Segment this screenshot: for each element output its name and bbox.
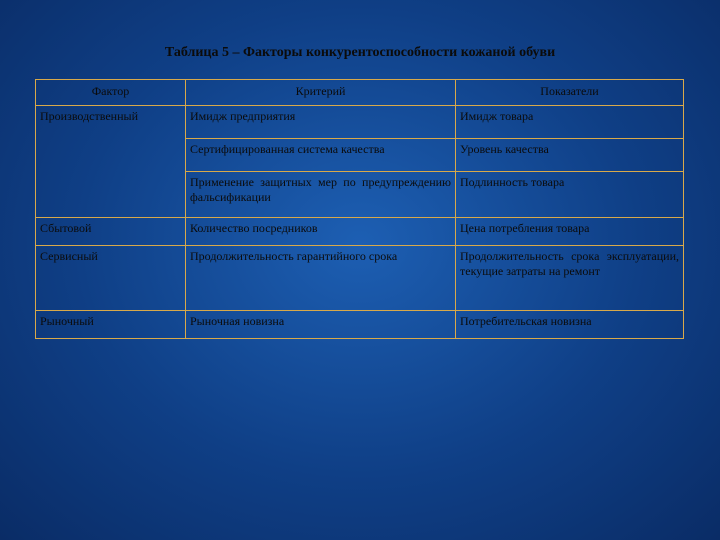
table-row — [36, 218, 684, 246]
indicator-cell: Цена потребления товара — [456, 218, 684, 246]
factor-cell: Производственный — [36, 106, 186, 218]
table-title: Таблица 5 – Факторы конкурентоспособности кожаной обуви — [164, 45, 556, 60]
header-criterion: Критерий — [186, 80, 456, 106]
criterion-cell: Продолжительность гарантийного срока — [186, 246, 456, 311]
header-factor: Фактор — [36, 80, 186, 106]
indicator-cell: Потребительская новизна — [456, 311, 684, 339]
factors-table — [35, 79, 684, 339]
factor-cell: Рыночный — [36, 311, 186, 339]
table-row — [36, 106, 684, 139]
table-header-row — [36, 80, 684, 106]
factor-cell: Сервисный — [36, 246, 186, 311]
criterion-cell: Применение защитных мер по предупреждению фальсификации — [186, 172, 456, 218]
factor-cell: Сбытовой — [36, 218, 186, 246]
header-indicator: Показатели — [456, 80, 684, 106]
table-row — [36, 246, 684, 311]
criterion-cell: Количество посредников — [186, 218, 456, 246]
criterion-cell: Рыночная новизна — [186, 311, 456, 339]
indicator-cell: Подлинность товара — [456, 172, 684, 218]
criterion-cell: Сертифицированная система качества — [186, 139, 456, 172]
indicator-cell: Имидж товара — [456, 106, 684, 139]
indicator-cell: Уровень качества — [456, 139, 684, 172]
criterion-cell: Имидж предприятия — [186, 106, 456, 139]
table-row — [36, 311, 684, 339]
indicator-cell: Продолжительность срока эксплуатации, текущие затраты на ремонт — [456, 246, 684, 311]
